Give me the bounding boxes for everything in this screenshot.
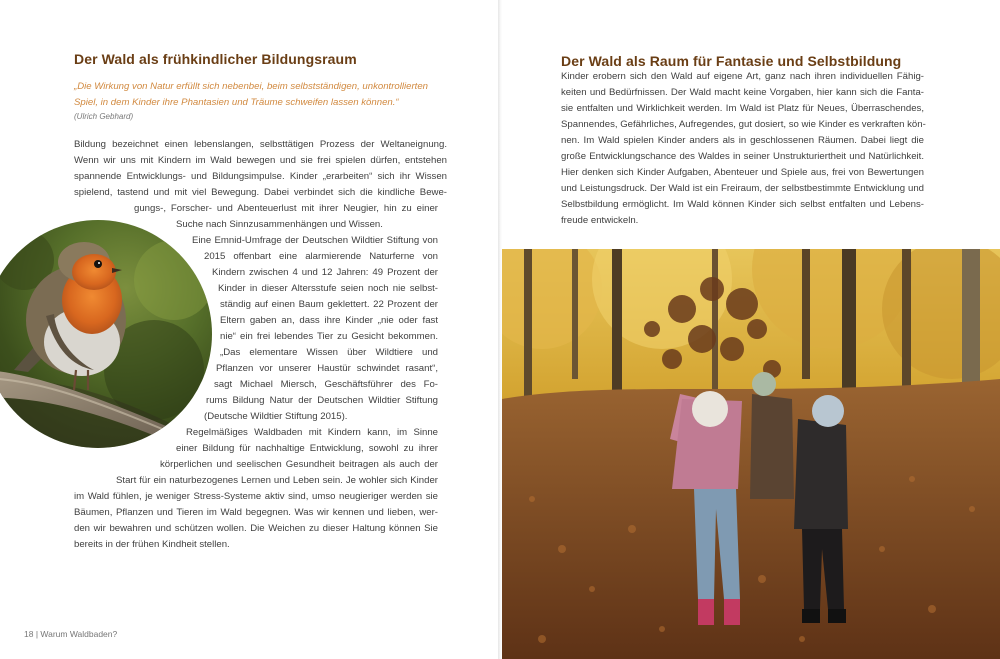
text-line: den wir bewahren und schützen wollen. Die Weichen zu dieser Haltung können Sie [74,523,438,534]
page-footer: 18 | Warum Waldbaden? [24,629,118,639]
left-heading: Der Wald als frühkindlicher Bildungsraum [74,51,357,67]
right-page [502,0,1000,659]
text-line: einer Bildung für nachhaltige Entwicklung, sowohl zu ihrer [176,443,438,454]
text-line: sagt Michael Miersch, Geschäftsführer des Fo- [214,379,438,390]
text-line: bereits in der frühen Kindheit stellen. [74,539,230,550]
text-line: Wenn wir uns mit Kindern im Wald bewegen und sie frei spielen dürfen, entstehen [74,155,447,166]
text-line: rums Bildung Natur der Deutschen Wildtier Stiftung [206,395,438,406]
quote-author: (Ulrich Gebhard) [74,112,134,121]
robin-illustration [0,220,212,448]
text-line: körperlichen und seelischen Gesundheit beitragen als auch der [160,459,438,470]
text-line: Kindern zwischen 4 und 12 Jahren: 49 Prozent der [212,267,438,278]
text-line: große Entwicklungschance des Waldes in seiner Unstrukturiertheit und Natürlichkeit. [561,151,924,162]
text-line: und Leistungsdruck. Der Wald ist ein Freiraum, der selbstbestimmte Entwicklung und [561,183,924,194]
text-line: Start für ein naturbezogenes Lernen und Leben sein. Je wohler sich Kinder [116,475,438,486]
text-line: Bildung bezeichnet einen lebenslangen, selbsttätigen Prozess der Weltaneignung. [74,139,447,150]
text-line: „Das elementare Wissen über Wildtiere und [220,347,438,358]
text-line: (Deutsche Wildtier Stiftung 2015). [204,411,348,422]
text-line: nie“ ein frei lebendes Tier zu Gesicht bekommen. [220,331,438,342]
text-line: Eltern gaben an, dass ihre Kinder „nie oder fast [220,315,438,326]
text-line: Selbstbildung ermöglicht. Im Wald können Kinder sich selbst entfalten und Lebens- [561,199,924,210]
text-line: Regelmäßiges Waldbaden mit Kindern kann, im Sinne [186,427,438,438]
text-line: Pflanzen vor unserer Haustür schwindet rasant“, [216,363,438,374]
forest-children-photo [502,249,1000,659]
text-line: Hier denken sich Kinder Aufgaben, Abenteuer und Spiele aus, frei von Bewertungen [561,167,924,178]
quote-line-1: „Die Wirkung von Natur erfüllt sich nebenbei, beim selbstständigen, unkontrollierten [74,81,428,92]
text-line: gungs-, Forscher- und Abenteuerlust mit ihrer Neugier, hin zu einer [134,203,438,214]
left-page [0,0,498,659]
text-line: Eine Emnid-Umfrage der Deutschen Wildtier Stiftung von [192,235,438,246]
text-line: Suche nach Sinnzusammenhängen und Wissen. [176,219,383,230]
quote-line-2: Spiel, in dem Kinder ihre Phantasien und Träume schweifen lassen können.“ [74,97,399,108]
robin-photo [0,220,212,448]
text-line: sie entfalten und Wirklichkeit werden. Im Wald ist Platz für Neues, Überraschendes, [561,103,924,114]
text-line: Kinder erobern sich den Wald auf eigene Art, ganz nach ihren individuellen Fähig- [561,71,924,82]
text-line: Bäumen, Pflanzen und Tieren im Wald begegnen. Was wir kennen und lieben, wer- [74,507,438,518]
text-line: spannende Entwicklungs- und Bildungsimpulse. Kinder „erarbeiten“ sich ihr Wissen [74,171,447,182]
text-line: ständig auf einen Baum geklettert. 22 Prozent der [220,299,438,310]
text-line: im Wald fühlen, je weniger Stress-Systeme aktiv sind, umso neugieriger werden sie [74,491,438,502]
forest-scene [502,249,1000,659]
text-line: nen. Im Wald spielen Kinder anders als in geschlossenen Räumen. Dabei liegt die [561,135,924,146]
text-line: freude entwickeln. [561,215,639,226]
text-line: keiten und Bedürfnissen. Der Wald macht keine Vorgaben, hier kann sich die Fanta- [561,87,924,98]
text-line: Spannendes, Gefährliches, Aufregendes, gut dosiert, so wie Kinder es verkraften kön- [561,119,926,130]
text-line: 2015 offenbart eine alarmierende Naturferne von [204,251,438,262]
right-heading: Der Wald als Raum für Fantasie und Selbstbildung [561,53,902,69]
opening-quote [74,79,444,111]
text-line: Kinder in dieser Altersstufe seien noch nie selbst- [218,283,438,294]
text-line: spielend, tastend und mit viel Bewegung. Dabei verbindet sich die kindliche Bewe- [74,187,447,198]
